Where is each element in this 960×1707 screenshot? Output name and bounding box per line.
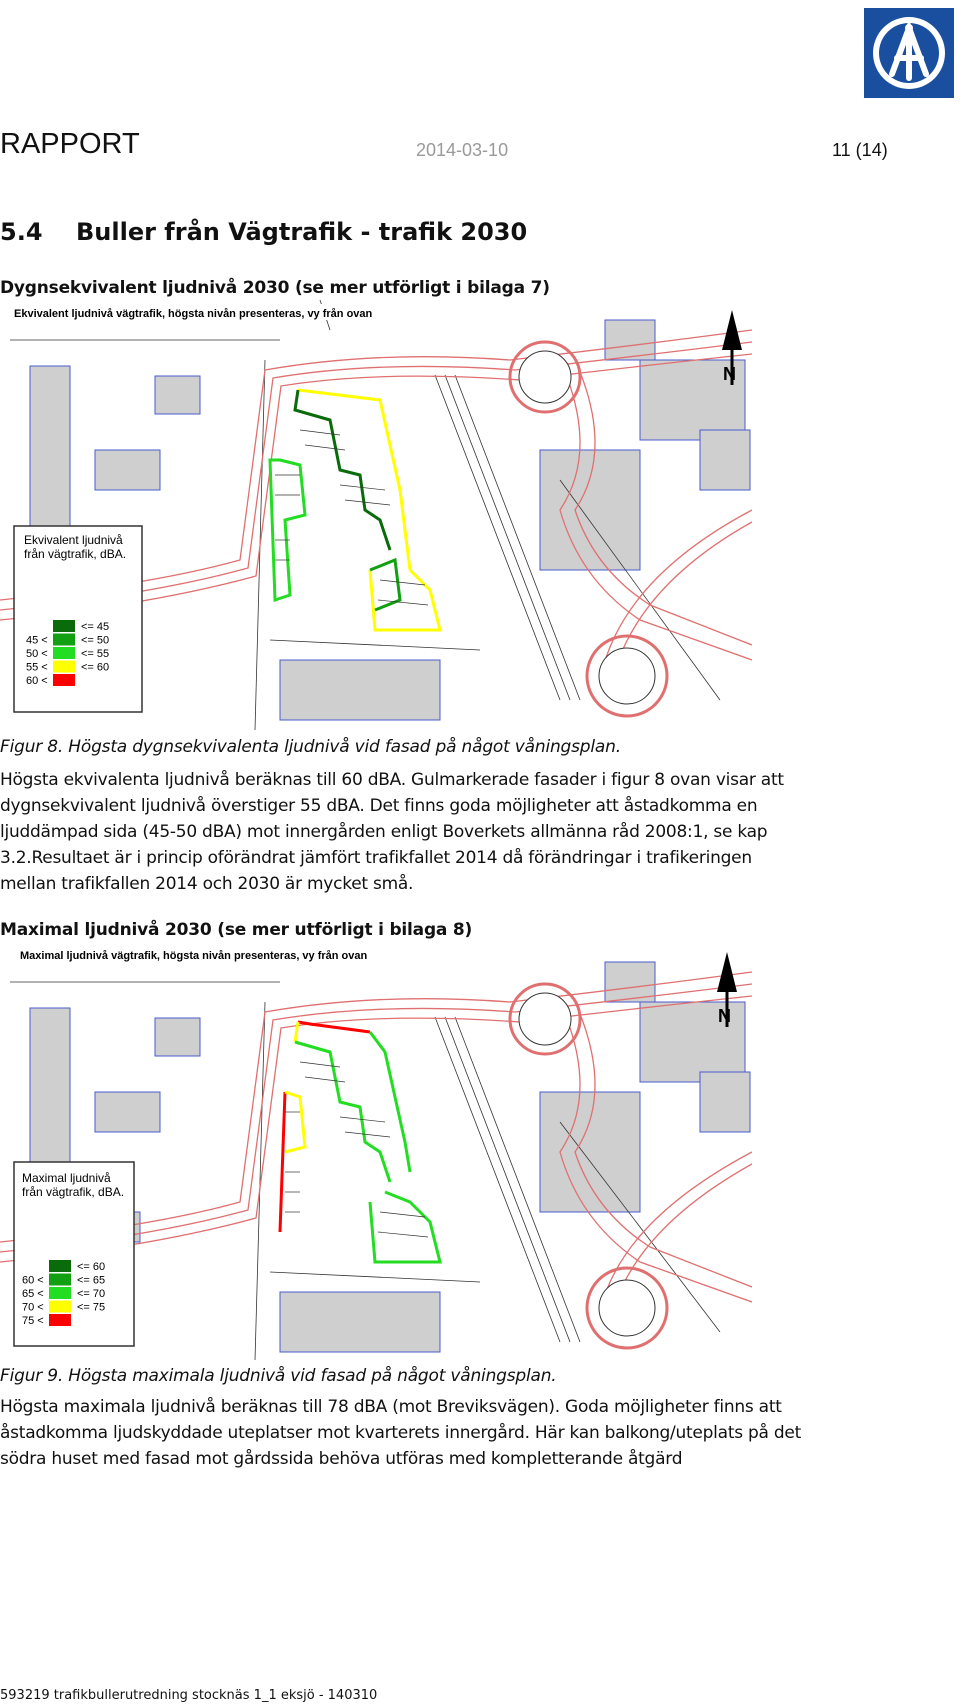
legend-swatch xyxy=(53,647,75,659)
legend-swatch xyxy=(53,620,75,632)
paragraph-2 xyxy=(0,1394,830,1472)
paragraph-2-line: södra huset med fasad mot gårdssida behöva utföras med kompletterande åtgärd xyxy=(0,1449,683,1469)
paragraph-2-line: Högsta maximala ljudnivå beräknas till 78 dBA (mot Breviksvägen). Goda möjligheter finns att xyxy=(0,1397,782,1417)
legend-swatch xyxy=(49,1287,71,1299)
legend-left-label: 55 < xyxy=(26,661,48,674)
legend-right-label: <= 45 xyxy=(81,621,110,633)
paragraph-1-line: ljuddämpad sida (45-50 dBA) mot innergården enligt Boverkets allmänna råd 2008:1, se kap xyxy=(0,822,768,842)
legend-right-label: <= 55 xyxy=(81,648,110,660)
section-title: Buller från Vägtrafik - trafik 2030 xyxy=(76,218,528,246)
map2-title: Maximal ljudnivå vägtrafik, högsta nivån presenteras, vy från ovan xyxy=(20,950,368,962)
noise-map-maximal xyxy=(0,942,752,1360)
svg-text:Maximal ljudnivå: Maximal ljudnivå xyxy=(22,1171,111,1185)
page-number: 11 (14) xyxy=(832,140,888,160)
company-logo xyxy=(864,8,954,98)
legend-left-label: 45 < xyxy=(26,634,48,647)
paragraph-1 xyxy=(0,767,830,897)
legend-right-label: <= 60 xyxy=(81,661,110,674)
report-title: RAPPORT xyxy=(0,128,140,160)
legend-right-label: <= 70 xyxy=(77,1288,106,1300)
map2-heading: Maximal ljudnivå 2030 (se mer utförligt i bilaga 8) xyxy=(0,920,473,940)
footer-text: 593219 trafikbullerutredning stocknäs 1_1 eksjö - 140310 xyxy=(0,1688,378,1703)
legend-right-label: <= 60 xyxy=(77,1261,106,1273)
map1-title: Ekvivalent ljudnivå vägtrafik, högsta nivån presenteras, vy från ovan xyxy=(14,308,373,320)
svg-text:från vägtrafik, dBA.: från vägtrafik, dBA. xyxy=(22,1185,125,1199)
svg-text:N: N xyxy=(718,1006,731,1026)
legend-left-label: 75 < xyxy=(22,1315,44,1327)
svg-text:Ekvivalent ljudnivå: Ekvivalent ljudnivå xyxy=(24,533,123,547)
legend-right-label: <= 75 xyxy=(77,1301,106,1314)
figure-9-caption: Figur 9. Högsta maximala ljudnivå vid fasad på något våningsplan. xyxy=(0,1366,557,1386)
noise-map-equivalent xyxy=(0,300,752,730)
legend-swatch xyxy=(53,674,75,686)
section-heading xyxy=(0,218,527,246)
map2-legend xyxy=(14,1162,134,1346)
paragraph-1-line: mellan trafikfallen 2014 och 2030 är mycket små. xyxy=(0,874,414,894)
map1-heading: Dygnsekvivalent ljudnivå 2030 (se mer utförligt i bilaga 7) xyxy=(0,278,550,298)
paragraph-2-line: åstadkomma ljudskyddade uteplatser mot kvarterets innergård. Här kan balkong/uteplats på det xyxy=(0,1423,802,1443)
svg-text:N: N xyxy=(723,364,736,384)
legend-swatch xyxy=(53,634,75,646)
legend-left-label: 60 < xyxy=(22,1274,44,1287)
map1-legend xyxy=(14,526,142,712)
legend-swatch xyxy=(49,1274,71,1286)
legend-left-label: 50 < xyxy=(26,648,48,660)
legend-swatch xyxy=(53,661,75,673)
legend-swatch xyxy=(49,1301,71,1313)
legend-left-label: 70 < xyxy=(22,1301,44,1314)
legend-left-label: 60 < xyxy=(26,675,48,687)
paragraph-1-line: 3.2.Resultaet är i princip oförändrat jämfört trafikfallet 2014 då förändringar i trafikeringen xyxy=(0,848,752,868)
legend-swatch xyxy=(49,1260,71,1272)
legend-right-label: <= 50 xyxy=(81,634,110,647)
section-number: 5.4 xyxy=(0,218,43,246)
legend-swatch xyxy=(49,1314,71,1326)
legend-right-label: <= 65 xyxy=(77,1274,106,1287)
paragraph-1-line: dygnsekvivalent ljudnivå överstiger 55 dBA. Det finns goda möjligheter att åstadkomma en xyxy=(0,796,758,816)
paragraph-1-line: Högsta ekvivalenta ljudnivå beräknas till 60 dBA. Gulmarkerade fasader i figur 8 ovan visar att xyxy=(0,770,784,790)
svg-text:från vägtrafik, dBA.: från vägtrafik, dBA. xyxy=(24,547,127,561)
figure-8-caption: Figur 8. Högsta dygnsekvivalenta ljudnivå vid fasad på något våningsplan. xyxy=(0,737,621,757)
legend-left-label: 65 < xyxy=(22,1288,44,1300)
report-date: 2014-03-10 xyxy=(416,140,509,160)
